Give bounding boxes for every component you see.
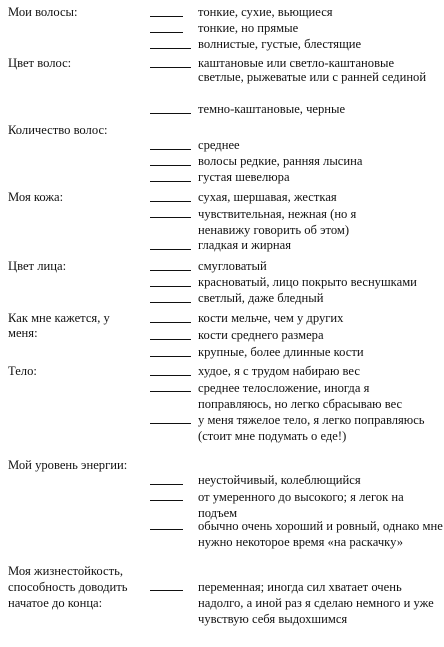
energy-option-1: неустойчивый, колеблющийся xyxy=(198,473,361,487)
energy-option-3-blank[interactable] xyxy=(150,529,183,530)
energy-option-2: от умеренного до высокого; я легок на подъем xyxy=(198,490,404,520)
complexion-option-3: светлый, даже бледный xyxy=(198,291,324,305)
hair-option-3-blank[interactable] xyxy=(150,48,191,49)
skin-option-3-blank[interactable] xyxy=(150,249,191,250)
energy-option-2-blank[interactable] xyxy=(150,500,183,501)
hair-color-label: Цвет волос: xyxy=(8,56,72,70)
hair-amount-option-3-blank[interactable] xyxy=(150,181,191,182)
bones-option-3-blank[interactable] xyxy=(150,356,191,357)
hair-option-3: волнистые, густые, блестящие xyxy=(198,37,362,51)
complexion-option-2: красноватый, лицо покрыто веснушками xyxy=(198,275,417,289)
skin-option-3: гладкая и жирная xyxy=(198,238,292,252)
bones-option-1-blank[interactable] xyxy=(150,322,191,323)
hair-color-option-2-blank[interactable] xyxy=(150,113,191,114)
complexion-option-1: смугловатый xyxy=(198,259,267,273)
hair-amount-label: Количество волос: xyxy=(8,123,108,137)
body-option-1: худое, я с трудом набираю вес xyxy=(198,364,360,378)
stamina-label: Моя жизнестойкость, способность доводить начатое до конца: xyxy=(8,564,128,610)
stamina-option-1: переменная; иногда сил хватает очень надолго, а иной раз я сделаю немного и уже чувствую себя выдохшимся xyxy=(198,580,434,626)
bones-option-2-blank[interactable] xyxy=(150,339,191,340)
skin-option-2: чувствительная, нежная (но я ненавижу говорить об этом) xyxy=(198,207,357,237)
hair-color-option-1: каштановые или светло-каштановые светлые, рыжеватые или с ранней сединой xyxy=(198,56,427,84)
body-option-1-blank[interactable] xyxy=(150,375,191,376)
hair-option-1: тонкие, сухие, вьющиеся xyxy=(198,5,333,19)
body-option-3: у меня тяжелое тело, я легко поправляюсь (стоит мне подумать о еде!) xyxy=(198,413,425,443)
energy-option-1-blank[interactable] xyxy=(150,484,183,485)
hair-amount-option-3: густая шевелюра xyxy=(198,170,290,184)
hair-amount-option-2-blank[interactable] xyxy=(150,165,191,166)
complexion-option-3-blank[interactable] xyxy=(150,302,191,303)
complexion-label: Цвет лица: xyxy=(8,259,67,273)
hair-option-2: тонкие, но прямые xyxy=(198,21,299,35)
body-option-2: среднее телосложение, иногда я поправляюсь, но легко сбрасываю вес xyxy=(198,381,403,411)
bones-option-3: крупные, более длинные кости xyxy=(198,345,364,359)
bones-option-1: кости мельче, чем у других xyxy=(198,311,344,325)
stamina-option-1-blank[interactable] xyxy=(150,590,183,591)
skin-option-1: сухая, шершавая, жесткая xyxy=(198,190,337,204)
hair-amount-option-1-blank[interactable] xyxy=(150,149,191,150)
body-option-2-blank[interactable] xyxy=(150,391,191,392)
hair-amount-option-2: волосы редкие, ранняя лысина xyxy=(198,154,363,168)
skin-option-2-blank[interactable] xyxy=(150,217,191,218)
hair-color-option-1-blank[interactable] xyxy=(150,67,191,68)
hair-option-1-blank[interactable] xyxy=(150,16,183,17)
complexion-option-1-blank[interactable] xyxy=(150,270,191,271)
body-label: Тело: xyxy=(8,364,37,378)
energy-option-3: обычно очень хороший и ровный, однако мне нужно некоторое время «на раскачку» xyxy=(198,519,443,549)
bones-label: Как мне кажется, у меня: xyxy=(8,311,110,340)
hair-color-option-2: темно-каштановые, черные xyxy=(198,102,346,116)
body-option-3-blank[interactable] xyxy=(150,423,191,424)
skin-option-1-blank[interactable] xyxy=(150,201,191,202)
bones-option-2: кости среднего размера xyxy=(198,328,324,342)
hair-label: Мои волосы: xyxy=(8,5,78,19)
energy-label: Мой уровень энергии: xyxy=(8,458,128,472)
hair-amount-option-1: среднее xyxy=(198,138,240,152)
skin-label: Моя кожа: xyxy=(8,190,64,204)
complexion-option-2-blank[interactable] xyxy=(150,286,191,287)
hair-option-2-blank[interactable] xyxy=(150,32,183,33)
